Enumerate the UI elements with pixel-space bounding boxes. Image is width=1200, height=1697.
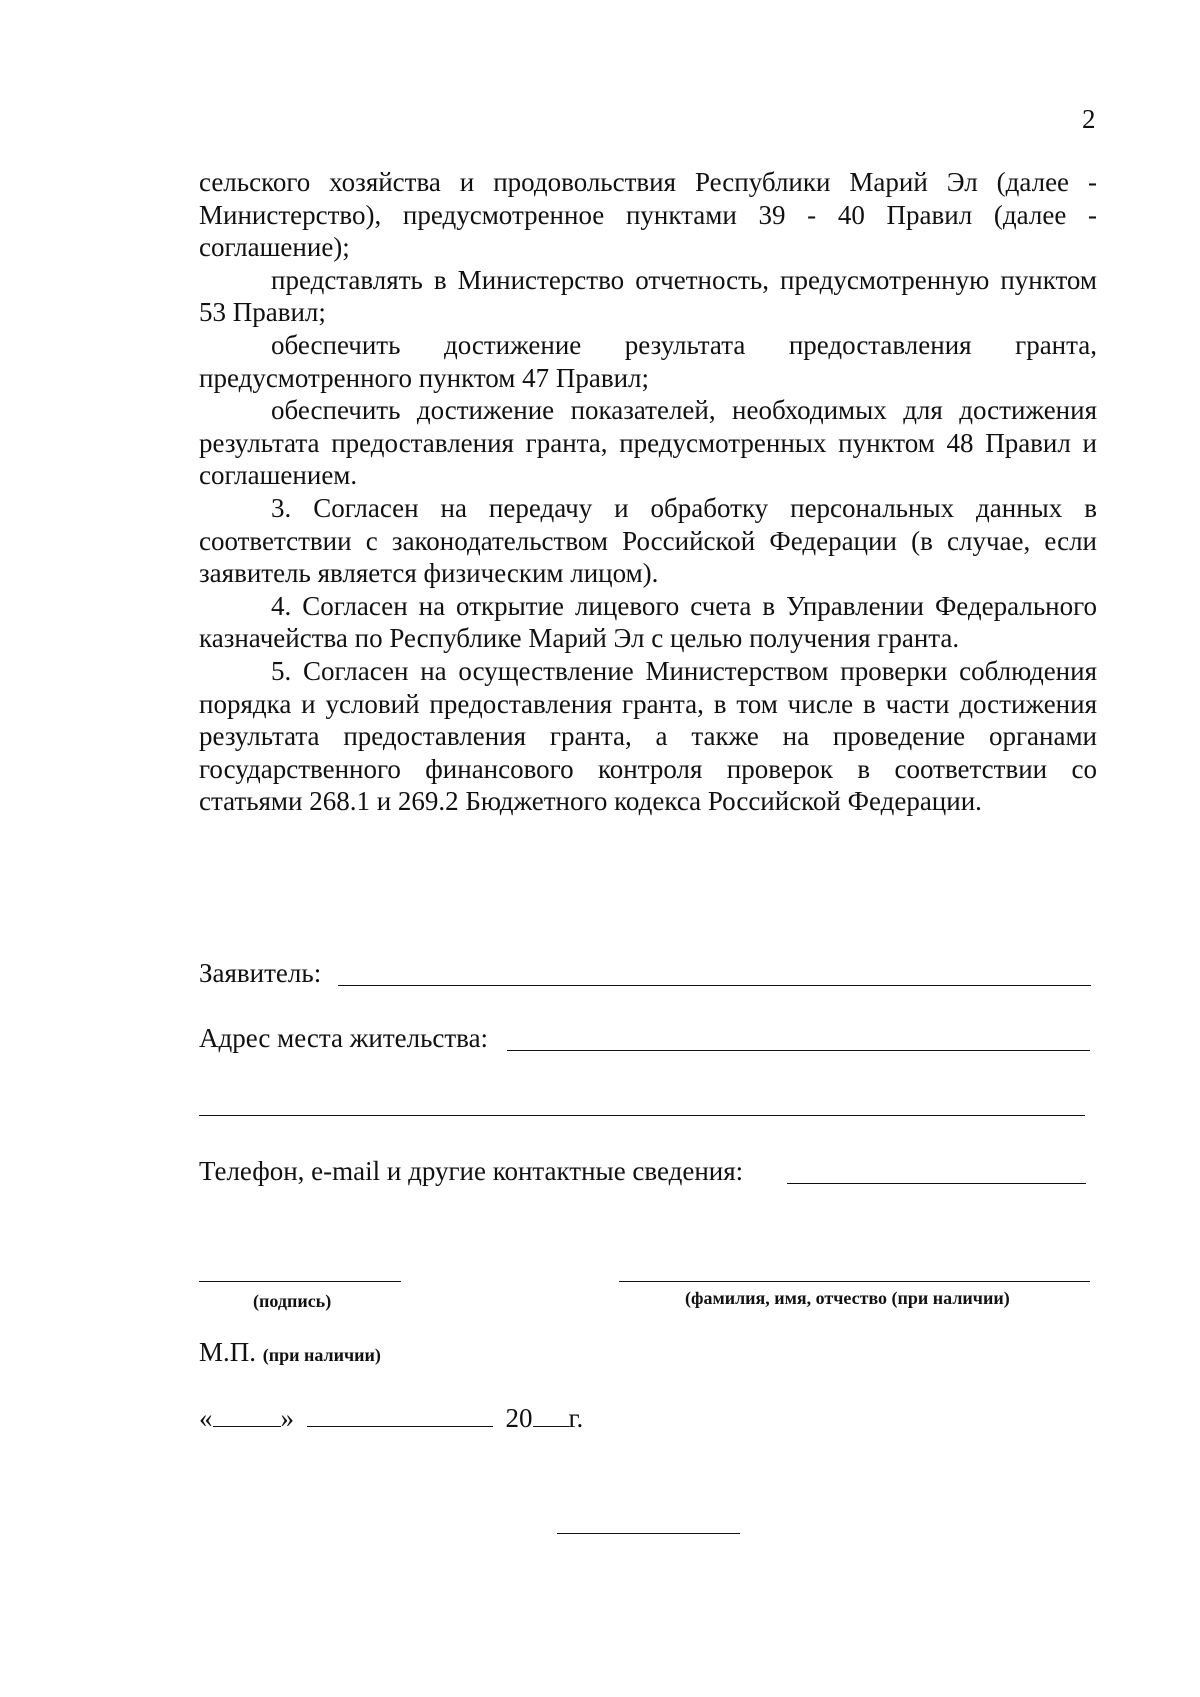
signature-caption: (подпись) [253,1291,332,1311]
paragraph-continuation: сельского хозяйства и продовольствия Республики Марий Эл (далее - Министерство), предусмотренное пунктами 39 - 40 Правил (далее - соглашение); [199,167,1097,263]
paragraph-reporting: представлять в Министерство отчетность, предусмотренную пунктом 53 Правил; [199,264,1097,328]
full-name-caption: (фамилия, имя, отчество (при наличии) [685,1288,1010,1308]
page-number: 2 [1082,104,1096,134]
day-field[interactable] [213,1402,281,1427]
paragraph-result: обеспечить достижение результата предоставления гранта, предусмотренного пунктом 47 Правил; [199,329,1097,393]
contacts-field[interactable] [787,1183,1086,1184]
address-field[interactable] [507,1050,1090,1051]
paragraph-indicators: обеспечить достижение показателей, необходимых для достижения результата предоставления гранта, предусмотренных пунктом 48 Правил и соглашением. [199,395,1097,491]
month-field[interactable] [307,1402,493,1427]
full-name-line[interactable] [619,1281,1090,1282]
body-text [199,166,1097,818]
signature-line[interactable] [199,1281,401,1282]
date-close-quote: » [280,1403,294,1433]
paragraph-personal-data: 3. Согласен на передачу и обработку персональных данных в соответствии с законодательством Российской Федерации (в случае, если заявитель является физическим лицом). [199,492,1097,589]
address-field-continued[interactable] [199,1115,1085,1116]
year-prefix: 20 [505,1403,533,1433]
applicant-label: Заявитель: [199,958,322,988]
stamp-note: (при наличии) [262,1345,381,1365]
closing-separator [557,1533,740,1534]
date-row [199,1402,583,1434]
address-label: Адрес места жительства: [199,1023,489,1053]
year-field[interactable] [533,1402,569,1427]
stamp-place [199,1336,381,1371]
paragraph-treasury-account: 4. Согласен на открытие лицевого счета в Управлении Федерального казначейства по Республике Марий Эл с целью получения гранта. [199,590,1097,654]
year-suffix: г. [568,1403,584,1433]
date-open-quote: « [199,1403,213,1433]
applicant-field[interactable] [338,985,1091,986]
stamp-label: М.П. [199,1337,257,1367]
paragraph-inspection: 5. Согласен на осуществление Министерством проверки соблюдения порядка и условий предоставления гранта, в том числе в части достижения результата предоставления гранта, а также на проведение органами государственного финансового контроля проверок в соответствии со статьями 268.1 и 269.2 Бюджетного кодекса Российской Федерации. [199,655,1097,817]
contacts-label: Телефон, e-mail и другие контактные сведения: [199,1156,744,1186]
